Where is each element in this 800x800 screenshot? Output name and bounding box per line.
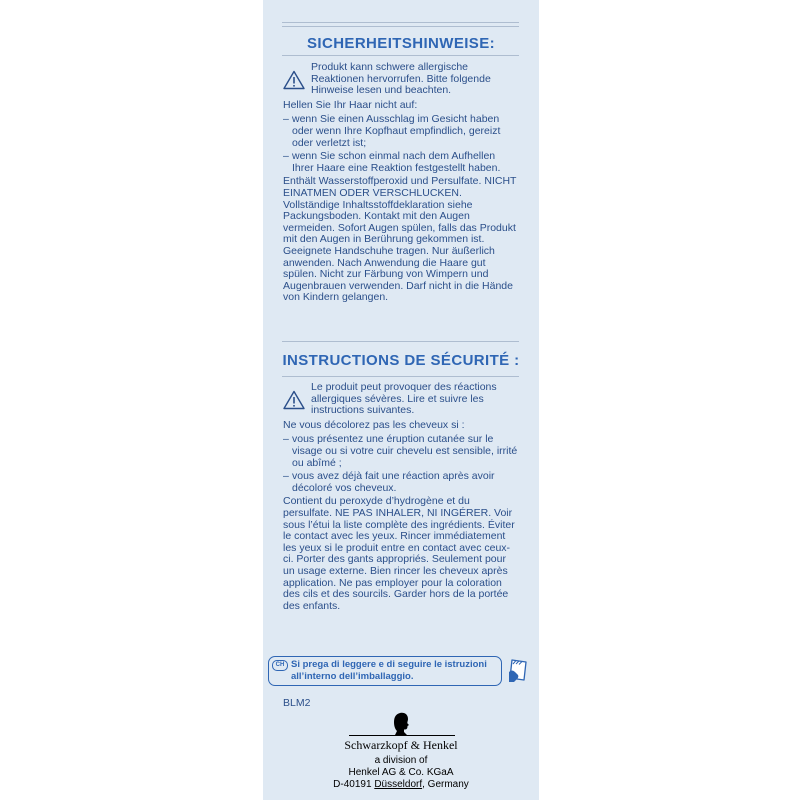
ch-badge: CH [272, 660, 288, 671]
fr-list-item-2: – vous avez déjà fait une réaction après avoir décoloré vos cheveux. [283, 471, 519, 494]
de-warning [283, 62, 519, 97]
address-city: Düsseldorf [374, 779, 423, 790]
warning-triangle-icon [283, 390, 305, 410]
de-heading: SICHERHEITSHINWEISE: [306, 35, 495, 52]
brand-name: Schwarzkopf & Henkel [344, 738, 458, 752]
address-country: , Germany [422, 779, 469, 790]
brand-division-line: a division of [374, 755, 428, 766]
warning-triangle-icon [283, 70, 305, 90]
de-safety-block [283, 62, 519, 307]
de-list-item-2: – wenn Sie schon einmal nach dem Aufhellen Ihrer Haare eine Reaktion festgestellt haben. [283, 151, 519, 174]
fr-intro: Ne vous décolorez pas les cheveux si : [283, 418, 465, 431]
de-heading-rule [282, 55, 519, 56]
de-list-item-1: – wenn Sie einen Ausschlag im Gesicht haben oder wenn Ihre Kopfhaut empfindlich, gereizt oder verletzt ist; [283, 114, 519, 149]
fr-safety-block [283, 382, 519, 615]
address-postcode: D-40191 [333, 779, 372, 790]
product-code: BLM2 [283, 697, 311, 709]
instruction-leaflet-panel [263, 0, 539, 800]
brand-underline [349, 735, 455, 736]
de-body: Enthält Wasserstoffperoxid und Persulfate. NICHT EINATMEN ODER VERSCHLUCKEN. Vollständige Inhaltsstoffdeklaration siehe Packungsboden. Kontakt mit den Augen vermeiden. Sofort Augen spülen, falls das Produkt mit den Augen in Berührung gekommen ist. Geeignete Handschuhe tragen. Nur äußerlich anwenden. Nach Anwendung die Haare gut spülen. Nicht zur Färbung von Wimpern und Augenbrauen verwenden. Darf nicht in die Hände von Kindern gelangen. [283, 175, 517, 304]
hand-leaflet-icon [506, 658, 530, 684]
brand-company-line: Henkel AG & Co. KGaA [348, 767, 454, 778]
fr-warning-text: Le produit peut provoquer des réactions allergiques sévères. Lire et suivre les instructions suivantes. [311, 381, 497, 417]
schwarzkopf-profile-logo [391, 712, 411, 736]
brand-address-line [263, 779, 539, 791]
de-intro: Hellen Sie Ihr Haar nicht auf: [283, 98, 418, 111]
fr-heading-rule [282, 376, 519, 377]
de-warning-text: Produkt kann schwere allergische Reaktionen hervorrufen. Bitte folgende Hinweise lesen und beachten. [311, 61, 491, 97]
fr-body: Contient du peroxyde d’hydrogène et du persulfate. NE PAS INHALER, NI INGÉRER. Voir sous l’étui la liste complète des ingrédients. Éviter le contact avec les yeux. Rincer immédiatement les yeux si le produit entre en contact avec ceux-ci. Porter des gants appropriés. Seulement pour un usage externe. Bien rincer les cheveux après application. Ne pas employer pour la coloration des cils et des sourcils. Garder hors de la portée des enfants. [283, 495, 515, 612]
ch-notice-text: Si prega di leggere e di seguire le istruzioni all’interno dell’imballaggio. [291, 659, 487, 682]
section-divider [282, 341, 519, 342]
ch-notice-box [268, 656, 502, 686]
fr-warning [283, 382, 519, 417]
fr-list-item-1: – vous présentez une éruption cutanée sur le visage ou si votre cuir chevelu est sensible, irrité ou abîmé ; [283, 434, 519, 469]
top-double-rule [282, 22, 519, 27]
fr-heading: INSTRUCTIONS DE SÉCURITÉ : [282, 352, 520, 369]
